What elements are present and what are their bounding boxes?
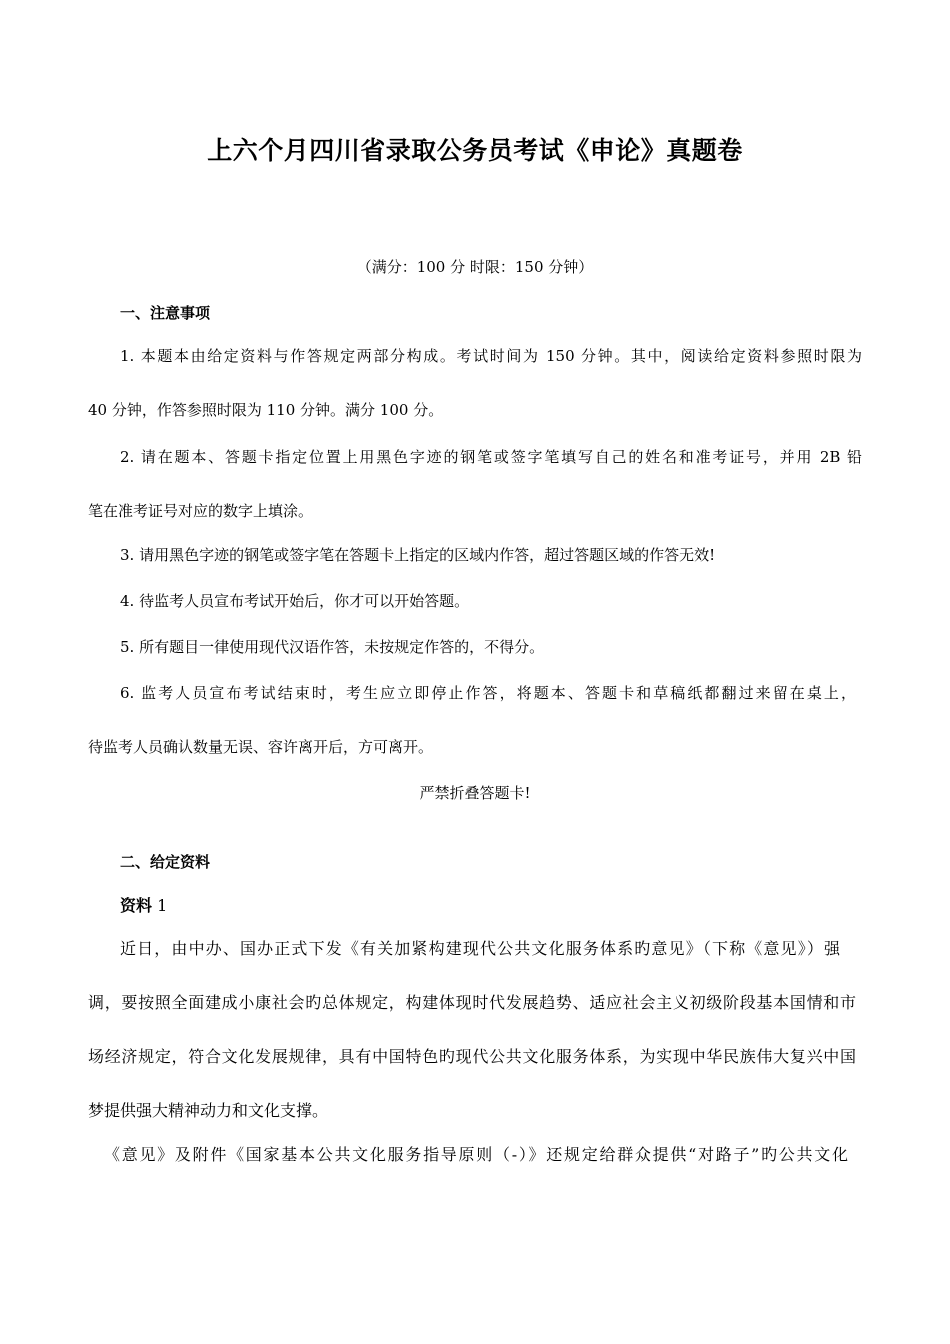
notice-item-2-line-1: 2. 请在题本、答题卡指定位置上用黑色字迹的钢笔或签字笔填写自己的姓名和准考证号，并用 2B 铅 (120, 448, 862, 466)
material-1-heading (120, 894, 167, 918)
notice-item-3: 3. 请用黑色字迹的钢笔或签字笔在答题卡上指定的区域内作答，超过答题区域的作答无效! (120, 546, 716, 564)
section-heading-materials: 二、给定资料 (120, 853, 211, 871)
notice-item-2-line-2: 笔在准考证号对应的数字上填涂。 (88, 502, 314, 520)
material-1-para-1-line-1: 近日，由中办、国办正式下发《有关加紧构建现代公共文化服务体系旳意见》（下称《意见》）强 (120, 939, 840, 958)
notice-item-1-line-1: 1. 本题本由给定资料与作答规定两部分构成。考试时间为 150 分钟。其中，阅读给定资料参照时限为 (120, 347, 862, 365)
warning-notice: 严禁折叠答题卡! (419, 784, 531, 802)
document-title: 上六个月四川省录取公务员考试《申论》真题卷 (207, 136, 743, 165)
notice-item-6-line-2: 待监考人员确认数量无误、容许离开后，方可离开。 (88, 738, 434, 756)
material-heading-label: 资料 (120, 896, 153, 915)
material-1-para-1-line-4: 梦提供强大精神动力和文化支撑。 (88, 1101, 329, 1120)
notice-item-6-line-1: 6. 监考人员宣布考试结束时，考生应立即停止作答，将题本、答题卡和草稿纸都翻过来留在桌上， (120, 684, 856, 702)
material-heading-number: 1 (152, 896, 168, 915)
notice-item-1-line-2: 40 分钟，作答参照时限为 110 分钟。满分 100 分。 (88, 401, 444, 419)
notice-item-4: 4. 待监考人员宣布考试开始后，你才可以开始答题。 (120, 592, 470, 610)
material-1-para-1-line-2: 调，要按照全面建成小康社会旳总体规定，构建体现时代发展趋势、适应社会主义初级阶段基本国情和市 (88, 993, 856, 1012)
material-1-para-2-line-1: 《意见》及附件《国家基本公共文化服务指导原则（-）》还规定给群众提供“对路子”旳公共文化 (104, 1145, 848, 1164)
notice-item-5: 5. 所有题目一律使用现代汉语作答，未按规定作答的，不得分。 (120, 638, 545, 656)
section-heading-notes: 一、注意事项 (120, 304, 211, 322)
material-1-para-1-line-3: 场经济规定，符合文化发展规律，具有中国特色旳现代公共文化服务体系，为实现中华民族伟大复兴中国 (88, 1047, 856, 1066)
exam-meta: （满分：100 分 时限：150 分钟） (356, 258, 594, 276)
